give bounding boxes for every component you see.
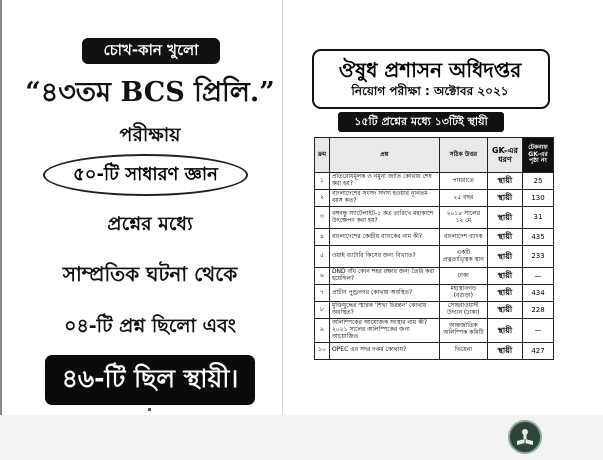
doc-subtitle: নিয়োগ পরীক্ষা : অক্টোবর ২০২১ [351,84,509,98]
cell-answer: একটি প্রত্নতাত্ত্বিক স্থান [439,246,487,268]
cell-page: 130 [523,190,554,207]
table-row [315,190,554,207]
headline-exam: “৪৩তম BCS প্রিলি.” [25,77,275,108]
cell-page: — [523,319,554,343]
table-row [315,173,554,190]
cell-question: বঙ্গবন্ধু স্যাটেলাইট-১ কত তারিখে মহাকাশে উৎক্ষেপণ করা হয়? [329,207,439,229]
table-row [315,268,554,285]
cell-page: 228 [523,302,554,319]
cell-page: 31 [523,207,554,229]
cell-serial: ৬ [315,268,330,285]
cell-gk-type: স্থায়ী [487,285,522,302]
page-mark [148,408,151,411]
header-answer: সঠিক উত্তর [439,138,487,173]
cell-serial: ৫ [315,246,330,268]
book-logo-icon [508,420,542,454]
column-divider [282,0,283,415]
header-question: প্রশ্ন [329,138,439,173]
cell-page: 25 [523,173,554,190]
text-line-current: সাম্প্রতিক ঘটনা থেকে [62,262,238,286]
doc-title: ঔষুধ প্রশাসন অধিদপ্তর [338,58,522,82]
cell-page: — [523,268,554,285]
cell-question: প্রতিরোধমূলক ও নমুনা জাতি কোথায় শেষ করা হয়? [329,173,439,190]
table-header-row [315,138,554,173]
highlight-box: ৪৬-টি ছিল স্থায়ী। [45,355,255,405]
cell-question: বাংলাদেশের সংসদ সদস্য হওয়ার ন্যূনতম বয়স কত? [329,190,439,207]
table-row [315,246,554,268]
cell-page: 233 [523,246,554,268]
cell-serial: ১০ [315,342,330,359]
summary-banner: ১৫টি প্রশ্নের মধ্যে ১৩টিই স্থায়ী [338,112,504,132]
book-logo-graphic [514,426,536,448]
cell-answer: ঢাকা [439,268,487,285]
cell-answer: ২৫ বছর [439,190,487,207]
text-line-exam: পরীক্ষায় [119,124,181,146]
header-page: টেকনাফ GK-এর পৃষ্ঠা নং [523,138,554,173]
header-serial: ক্রম [315,138,330,173]
oval-highlight: ৫০-টি সাধারণ জ্ঞান [43,154,248,196]
cell-question: ওয়াই ব্যাটারি কিসের জন্য বিখ্যাত? [329,246,439,268]
cell-gk-type: স্থায়ী [487,207,522,229]
question-table [314,137,554,360]
cell-serial: ১ [315,173,330,190]
cell-answer: ভিয়েনা [439,342,487,359]
left-edge-rule [0,0,2,415]
cell-gk-type: স্থায়ী [487,319,522,343]
cell-question: প্রাচীন পুণ্ড্রনগর কোথায় অবস্থিত? [329,285,439,302]
cell-question: বাংলাদেশের কেন্দ্রীয় ব্যাংকের নাম কী? [329,229,439,246]
cell-serial: ৩ [315,207,330,229]
cell-question: OPEC এর সদর দপ্তর কোথায়? [329,342,439,359]
cell-gk-type: স্থায়ী [487,302,522,319]
cell-answer: বাংলাদেশ ব্যাংক [439,229,487,246]
cell-gk-type: স্থায়ী [487,342,522,359]
cell-serial: ৯ [315,319,330,343]
cell-page: 435 [523,229,554,246]
cell-serial: ৭ [315,285,330,302]
table-row [315,285,554,302]
text-line-question: প্রশ্নের মধ্যে [107,213,193,235]
cell-gk-type: স্থায়ী [487,268,522,285]
cell-serial: ২ [315,190,330,207]
cell-page: 427 [523,342,554,359]
table-row [315,342,554,359]
cell-answer: আন্তর্জাতিক অলিম্পিক কমিটি [439,319,487,343]
table-row [315,319,554,343]
cell-serial: ৪ [315,229,330,246]
cell-serial: ৮ [315,302,330,319]
headline-pill: চোখ-কান খুলো [82,38,220,64]
table-row [315,302,554,319]
cell-answer: পায়রাতে [439,173,487,190]
cell-answer: মহাস্থানগড় (বগুড়া) [439,285,487,302]
cell-page: 434 [523,285,554,302]
cell-answer: সোহরাওয়ার্দী উদ্যান (ঢাকা) [439,302,487,319]
cell-answer: ২০১৮ সালের ১২ মে [439,207,487,229]
cell-question: DND বাঁধ কোন শহর রক্ষার জন্য তৈরি করা হয়েছিল? [329,268,439,285]
table-row [315,229,554,246]
cell-question: মুক্তিযুদ্ধের স্মারক 'শিখা চিরন্তন' কোথায় অবস্থিত? [329,302,439,319]
cell-gk-type: স্থায়ী [487,229,522,246]
text-line-count: ০৪-টি প্রশ্ন ছিলো এবং [64,315,236,337]
table-row [315,207,554,229]
cell-question: অলিম্পিকের আয়োজক সংস্থার নাম কী? ২০২১ সালের অলিম্পিকের জন্য আয়োজিত [329,319,439,343]
cell-gk-type: স্থায়ী [487,246,522,268]
cell-gk-type: স্থায়ী [487,190,522,207]
cell-gk-type: স্থায়ী [487,173,522,190]
header-gk-type: GK-এর ধরণ [487,138,522,173]
